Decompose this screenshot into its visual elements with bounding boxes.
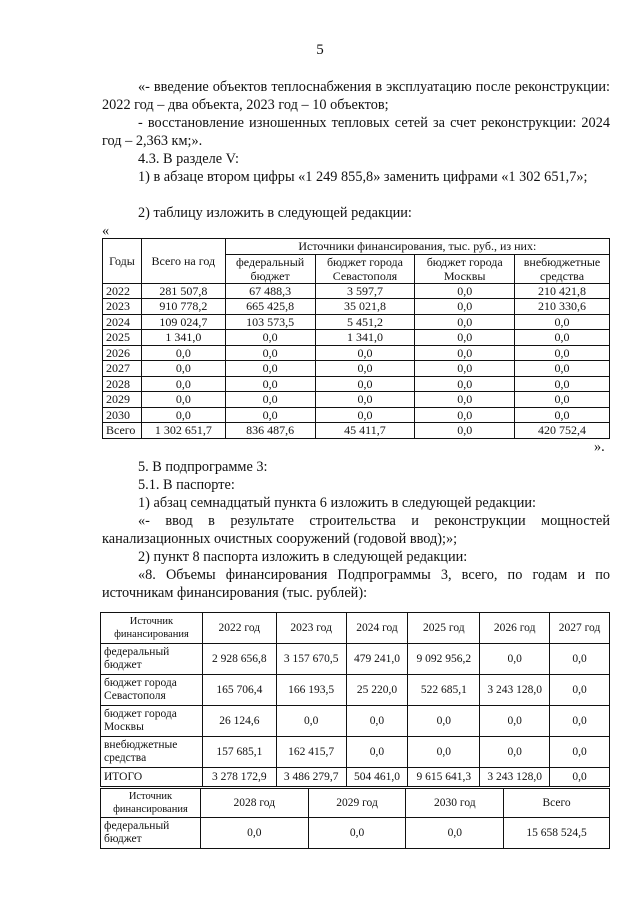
paragraph-paragraph-17: 1) абзац семнадцатый пункта 6 изложить в следующей редакции: [138,495,537,511]
table-cell: 479 241,0 [346,644,408,675]
table-cell: 0,0 [315,345,415,361]
header-cell: 2027 год [550,613,610,644]
table-cell: 0,0 [415,314,515,330]
table-cell: 0,0 [550,737,610,768]
table-cell: 836 487,6 [225,423,315,439]
table-cell: 0,0 [225,376,315,392]
table-cell: 0,0 [415,345,515,361]
table-cell: 0,0 [141,345,225,361]
table-cell: 2028 [103,376,142,392]
header-cell: 2030 год [406,789,504,818]
table-cell: 0,0 [550,768,610,787]
table-cell: 3 243 128,0 [480,768,550,787]
table-cell: 504 461,0 [346,768,408,787]
header-sevastopol: бюджет города Севастополя [315,254,415,283]
closing-quote: ». [594,439,605,455]
table-cell: 2027 [103,361,142,377]
table-cell: 165 706,4 [202,675,276,706]
table-cell: 420 752,4 [515,423,610,439]
funding-table-years [102,238,610,439]
table-cell: 109 024,7 [141,314,225,330]
table-cell: бюджет города Москвы [101,706,203,737]
header-extrabudget: внебюджетные средства [515,254,610,283]
table-cell: 0,0 [315,407,415,423]
table-cell: 0,0 [408,737,480,768]
table-cell: 0,0 [515,376,610,392]
opening-quote: « [102,223,110,239]
table-cell: 0,0 [315,361,415,377]
table-cell: 162 415,7 [276,737,346,768]
table-cell: 910 778,2 [141,299,225,315]
table-row [101,737,610,768]
table-cell: 0,0 [415,423,515,439]
table-cell: 2 928 656,8 [202,644,276,675]
header-cell: 2025 год [408,613,480,644]
table-cell: 0,0 [346,737,408,768]
table-cell: 0,0 [515,330,610,346]
header-cell: 2024 год [346,613,408,644]
table-cell: 9 092 956,2 [408,644,480,675]
table-row [101,768,610,787]
table-cell: 0,0 [415,392,515,408]
table-cell: 0,0 [515,392,610,408]
table-cell: 1 341,0 [315,330,415,346]
table-row [103,314,610,330]
table-cell: 0,0 [515,407,610,423]
paragraph-volumes: «8. Объемы финансирования Подпрограммы 3, всего, по годам и по источникам финансирования (тыс. рублей): [102,567,610,601]
table-cell: 281 507,8 [141,283,225,299]
paragraph-heat-networks: - восстановление изношенных тепловых сетей за счет реконструкции: 2024 год – 2,363 км;». [102,115,610,149]
table-row [103,299,610,315]
table-cell: 0,0 [515,314,610,330]
paragraph-replace-figures: 1) в абзаце втором цифры «1 249 855,8» заменить цифрами «1 302 651,7»; [138,169,588,185]
table-cell: 0,0 [415,376,515,392]
table-cell: 5 451,2 [315,314,415,330]
paragraph-table-edit: 2) таблицу изложить в следующей редакции: [138,205,412,221]
table-cell: 0,0 [415,361,515,377]
table-cell: 3 157 670,5 [276,644,346,675]
table-cell: 0,0 [141,376,225,392]
table-cell: федеральный бюджет [101,644,203,675]
table-cell: 0,0 [515,345,610,361]
table-cell: 0,0 [346,706,408,737]
table-row [101,706,610,737]
header-cell: 2026 год [480,613,550,644]
paragraph-item-8: 2) пункт 8 паспорта изложить в следующей редакции: [138,549,468,565]
header-cell: 2028 год [200,789,308,818]
table-cell: 0,0 [415,299,515,315]
header-moscow: бюджет города Москвы [415,254,515,283]
paragraph-section-v: 4.3. В разделе V: [138,151,239,167]
table-cell: 0,0 [480,644,550,675]
table-row [101,818,610,849]
header-cell: Всего [504,789,610,818]
table-row [103,376,610,392]
header-years: Годы [103,239,142,284]
table-cell: 157 685,1 [202,737,276,768]
table-row [101,675,610,706]
paragraph-passport: 5.1. В паспорте: [138,477,235,493]
table-cell: бюджет города Севастополя [101,675,203,706]
table-cell: 0,0 [415,330,515,346]
header-cell: 2023 год [276,613,346,644]
table-cell: 0,0 [225,361,315,377]
table-cell: 0,0 [550,644,610,675]
subprogram-funding-table-2022-2027 [100,612,610,787]
table-cell: 0,0 [225,407,315,423]
table-cell: 0,0 [308,818,406,849]
table-body [101,644,610,787]
table-cell: 2023 [103,299,142,315]
header-sources: Источники финансирования, тыс. руб., из них: [225,239,609,255]
paragraph-heat-supply: «- введение объектов теплоснабжения в эксплуатацию после реконструкции: 2022 год – два объекта, 2023 год – 10 объектов; [102,79,610,113]
table-row [103,330,610,346]
header-total-per-year: Всего на год [141,239,225,284]
table-cell: 522 685,1 [408,675,480,706]
table-row [103,345,610,361]
table-cell: 3 243 128,0 [480,675,550,706]
table-cell: 0,0 [200,818,308,849]
table-cell: 103 573,5 [225,314,315,330]
table-cell: федеральный бюджет [101,818,201,849]
table-cell: 1 302 651,7 [141,423,225,439]
table-cell: 0,0 [315,392,415,408]
table-cell: 26 124,6 [202,706,276,737]
table-cell: 3 597,7 [315,283,415,299]
funding-table-body [103,283,610,438]
table-cell: 0,0 [415,283,515,299]
subprogram-funding-table-2028-2030 [100,788,610,849]
table-row [101,644,610,675]
table-cell: 665 425,8 [225,299,315,315]
table-cell: 45 411,7 [315,423,415,439]
header-cell: 2022 год [202,613,276,644]
header-cell: Источник финансирования [101,789,201,818]
table-cell: 166 193,5 [276,675,346,706]
table-cell: 1 341,0 [141,330,225,346]
table-row [103,407,610,423]
table-row [103,423,610,439]
table-cell: 3 278 172,9 [202,768,276,787]
header-cell: 2029 год [308,789,406,818]
table-cell: 2022 [103,283,142,299]
header-cell: Источник финансирования [101,613,203,644]
header-federal: федеральный бюджет [225,254,315,283]
table-cell: 67 488,3 [225,283,315,299]
table-cell: 2030 [103,407,142,423]
table-body [101,818,610,849]
table-header-row [101,613,610,644]
table-cell: 2025 [103,330,142,346]
table-cell: 2029 [103,392,142,408]
table-row [103,283,610,299]
table-cell: 0,0 [141,361,225,377]
page-number: 5 [316,42,324,58]
table-cell: 0,0 [225,345,315,361]
paragraph-wastewater: «- ввод в результате строительства и реконструкции мощностей канализационных очистных сооружений (годовой ввод);»; [102,513,610,547]
table-cell: 210 421,8 [515,283,610,299]
table-cell: 2024 [103,314,142,330]
table-cell: ИТОГО [101,768,203,787]
table-cell: внебюджетные средства [101,737,203,768]
table-cell: 15 658 524,5 [504,818,610,849]
table-cell: 0,0 [276,706,346,737]
table-cell: 0,0 [225,392,315,408]
table-cell: 25 220,0 [346,675,408,706]
table-cell: 2026 [103,345,142,361]
table-cell: 0,0 [550,706,610,737]
table-cell: 35 021,8 [315,299,415,315]
table-cell: 9 615 641,3 [408,768,480,787]
table-row [103,361,610,377]
table-cell: 0,0 [406,818,504,849]
table-cell: 0,0 [415,407,515,423]
paragraph-subprogram-3: 5. В подпрограмме 3: [138,459,268,475]
table-header-row [101,789,610,818]
table-cell: 0,0 [141,407,225,423]
table-row [103,392,610,408]
table-cell: 0,0 [515,361,610,377]
table-cell: 0,0 [225,330,315,346]
table-cell: Всего [103,423,142,439]
table-cell: 0,0 [315,376,415,392]
table-cell: 0,0 [550,675,610,706]
table-cell: 0,0 [480,737,550,768]
table-cell: 210 330,6 [515,299,610,315]
table-cell: 3 486 279,7 [276,768,346,787]
table-cell: 0,0 [408,706,480,737]
table-cell: 0,0 [480,706,550,737]
table-cell: 0,0 [141,392,225,408]
